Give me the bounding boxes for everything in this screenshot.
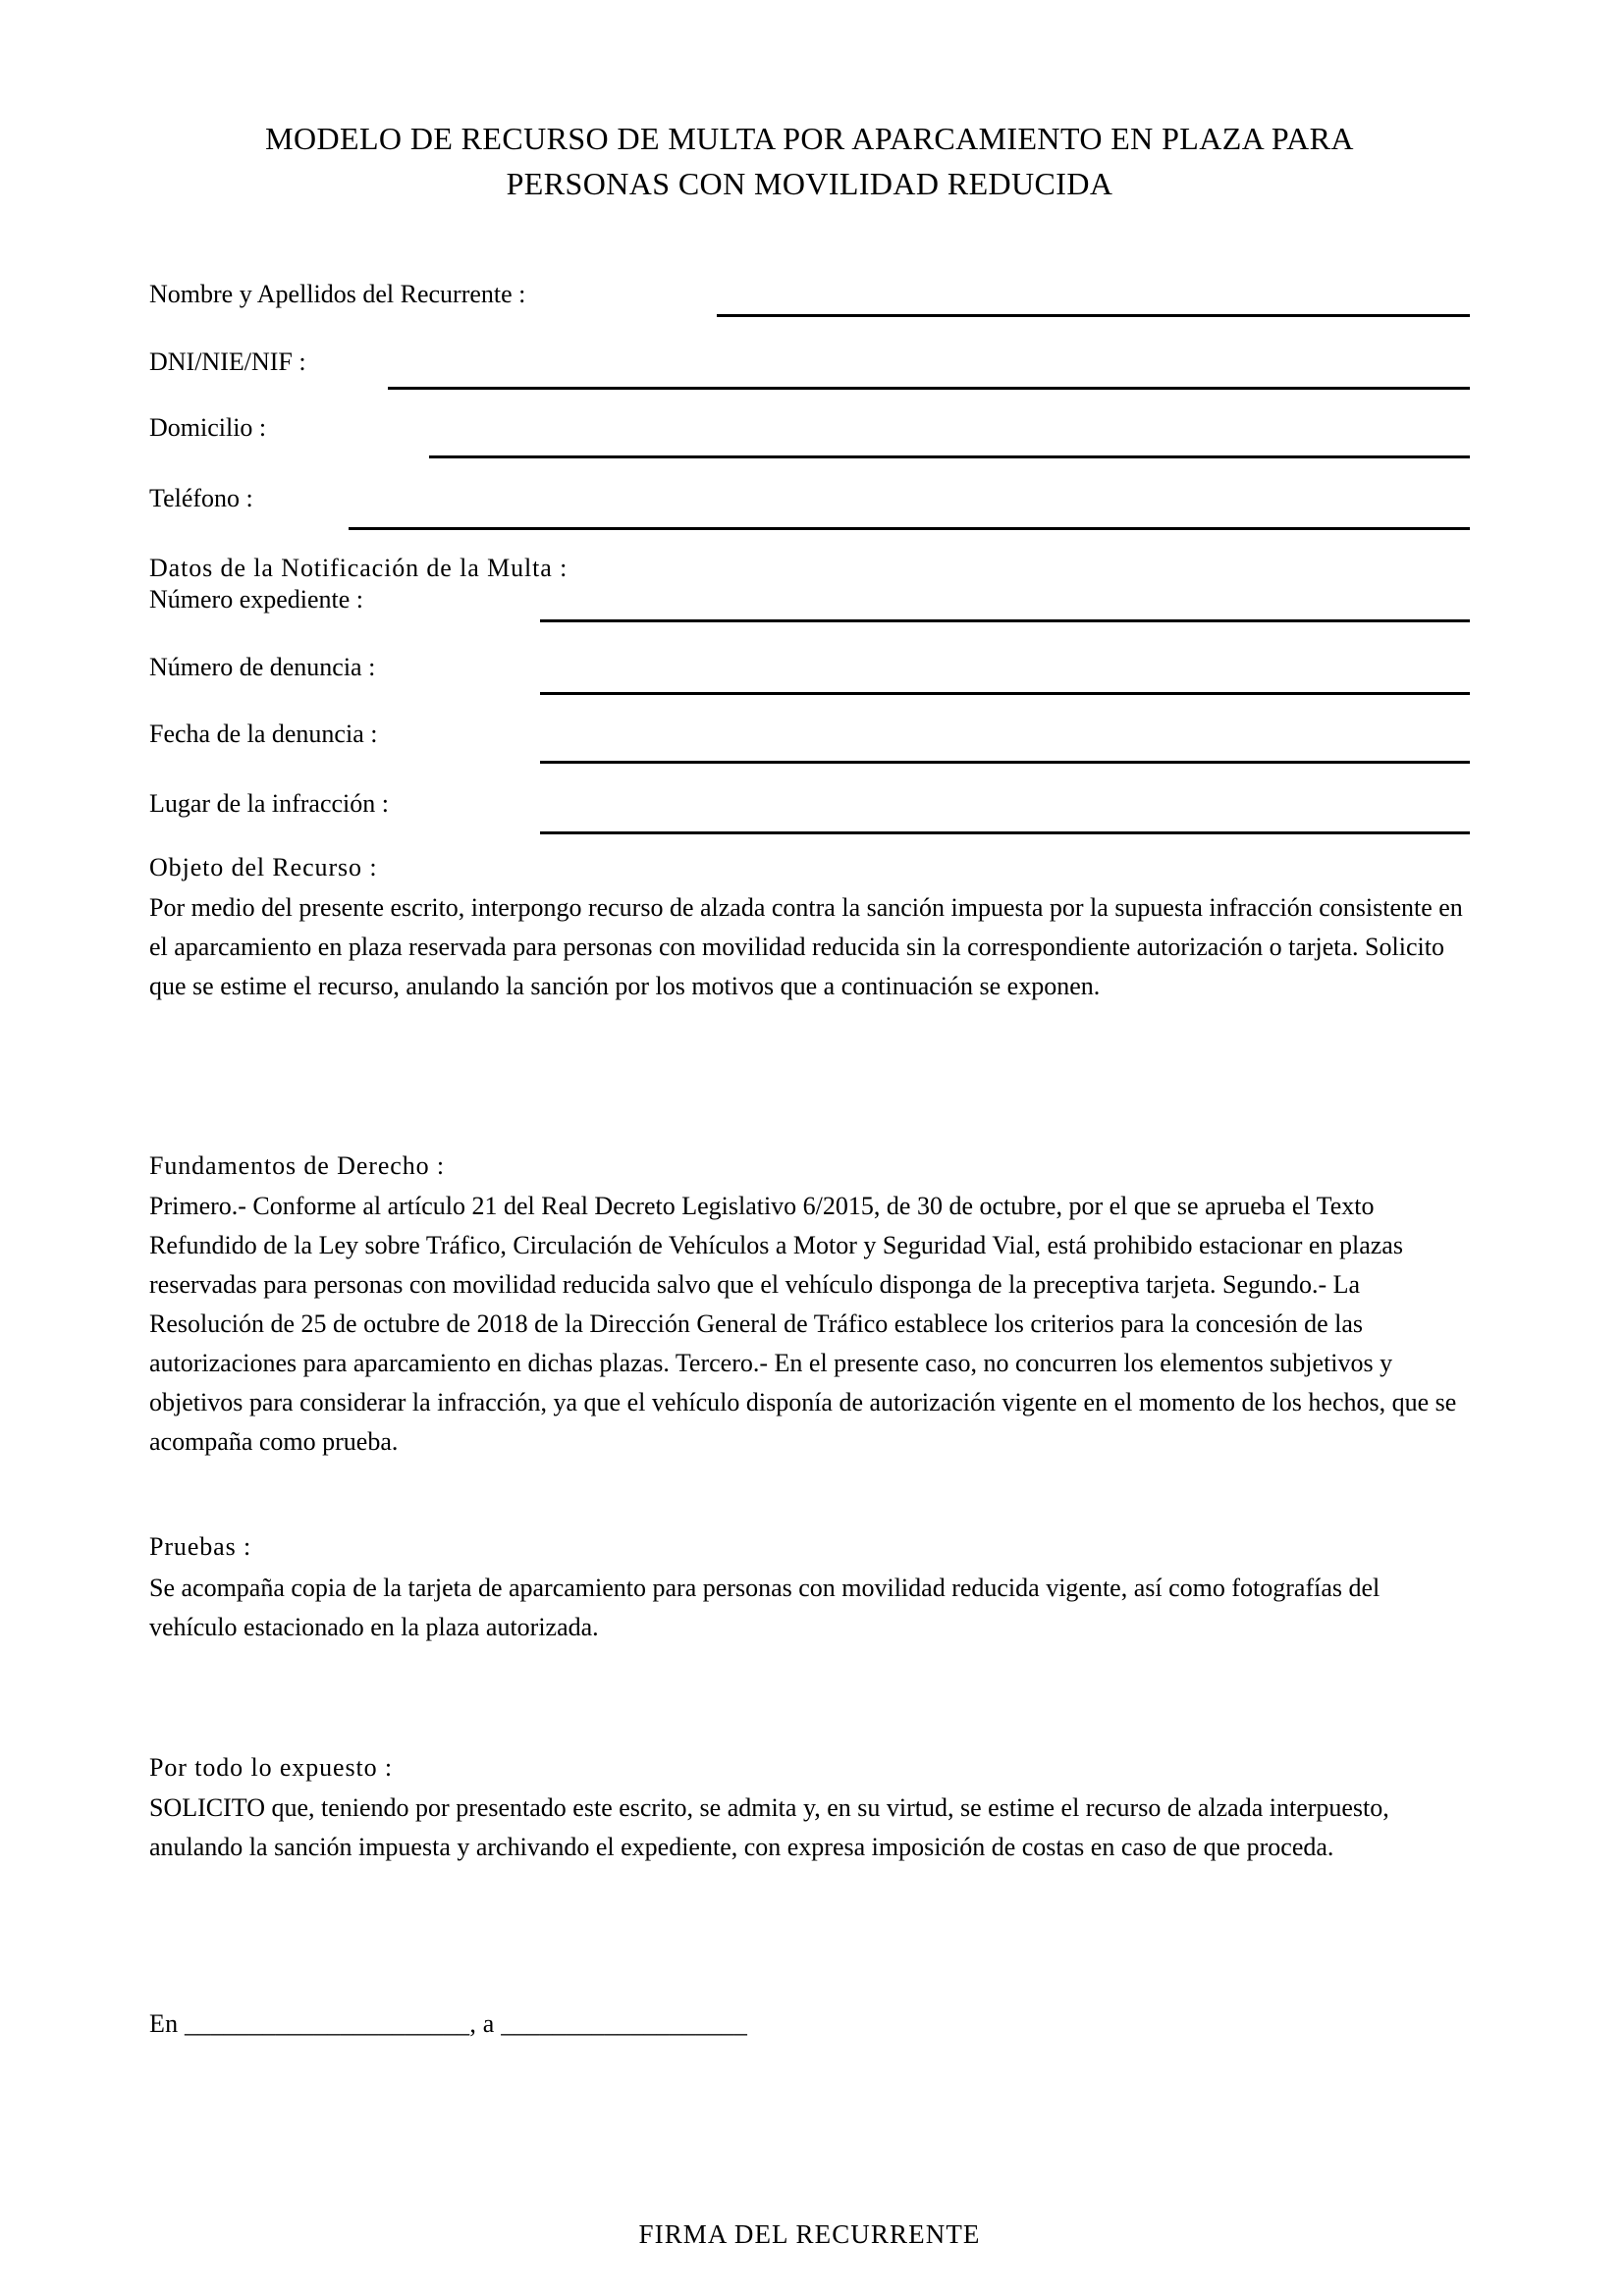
field-label-lugar-infraccion: Lugar de la infracción : (149, 789, 389, 818)
field-label-numero-expediente: Número expediente : (149, 585, 364, 614)
field-telefono[interactable] (149, 454, 1470, 512)
solicitud-body: SOLICITO que, teniendo por presentado este escrito, se admita y, en su virtud, se estime el recurso de alzada interpuesto, anulando la sanción impuesta y archivando el expediente, con expresa imposición de costas en caso de que proceda. (149, 1793, 1389, 1861)
field-label-nombre-apellidos: Nombre y Apellidos del Recurrente : (149, 280, 526, 308)
page-title-line-1: MODELO DE RECURSO DE MULTA POR APARCAMIENTO EN PLAZA PARA (265, 121, 1354, 156)
signature-label: FIRMA DEL RECURRENTE (638, 2219, 981, 2249)
objeto-body: Por medio del presente escrito, interpongo recurso de alzada contra la sanción impuesta por la supuesta infracción consistente en el aparcamiento en plaza reservada para personas con movilidad reducida sin la correspondiente autorización o tarjeta. Solicito que se estime el recurso, anulando la sanción por los motivos que a continuación se exponen. (149, 893, 1463, 1000)
fundamentos-body: Primero.- Conforme al artículo 21 del Real Decreto Legislativo 6/2015, de 30 de octubre, por el que se aprueba el Texto Refundido de la Ley sobre Tráfico, Circulación de Vehículos a Motor y Seguridad Vial, está prohibido estacionar en plazas reservadas para personas con movilidad reducida salvo que el vehículo disponga de la preceptiva tarjeta. Segundo.- La Resolución de 25 de octubre de 2018 de la Dirección General de Tráfico establece los criterios para la concesión de las autorizaciones para aparcamiento en dichas plazas. Tercero.- En el presente caso, no concurren los elementos subjetivos y objetivos para considerar la infracción, ya que el vehículo disponía de autorización vigente en el momento de los hechos, que se acompaña como prueba. (149, 1192, 1457, 1456)
pruebas-body: Se acompaña copia de la tarjeta de aparcamiento para personas con movilidad reducida vigente, así como fotografías del vehículo estacionado en la plaza autorizada. (149, 1574, 1380, 1641)
field-label-domicilio: Domicilio : (149, 413, 267, 442)
field-label-numero-denuncia: Número de denuncia : (149, 653, 376, 681)
field-numero-expediente[interactable] (149, 583, 1470, 622)
page-title (149, 116, 1470, 206)
field-label-fecha-denuncia: Fecha de la denuncia : (149, 720, 378, 748)
field-lugar-infraccion[interactable] (149, 759, 1470, 818)
fundamentos-heading: Fundamentos de Derecho : (149, 1151, 446, 1180)
fine-section-heading: Datos de la Notificación de la Multa : (149, 554, 568, 582)
field-nombre-apellidos[interactable] (149, 278, 1470, 317)
field-label-dni-nie-nif: DNI/NIE/NIF : (149, 347, 306, 376)
solicitud-heading: Por todo lo expuesto : (149, 1753, 394, 1782)
field-label-telefono: Teléfono : (149, 484, 253, 512)
field-domicilio[interactable] (149, 384, 1470, 442)
field-blank-telefono[interactable] (349, 527, 1470, 530)
page-title-line-2: PERSONAS CON MOVILIDAD REDUCIDA (506, 166, 1113, 201)
field-dni-nie-nif[interactable] (149, 314, 1470, 376)
field-numero-denuncia[interactable] (149, 619, 1470, 681)
pruebas-heading: Pruebas : (149, 1532, 252, 1561)
field-blank-lugar-infraccion[interactable] (540, 831, 1470, 834)
objeto-heading: Objeto del Recurso : (149, 853, 378, 881)
place-date-line[interactable]: En ______________________, a ___________________ (149, 2009, 748, 2038)
field-fecha-denuncia[interactable] (149, 689, 1470, 748)
